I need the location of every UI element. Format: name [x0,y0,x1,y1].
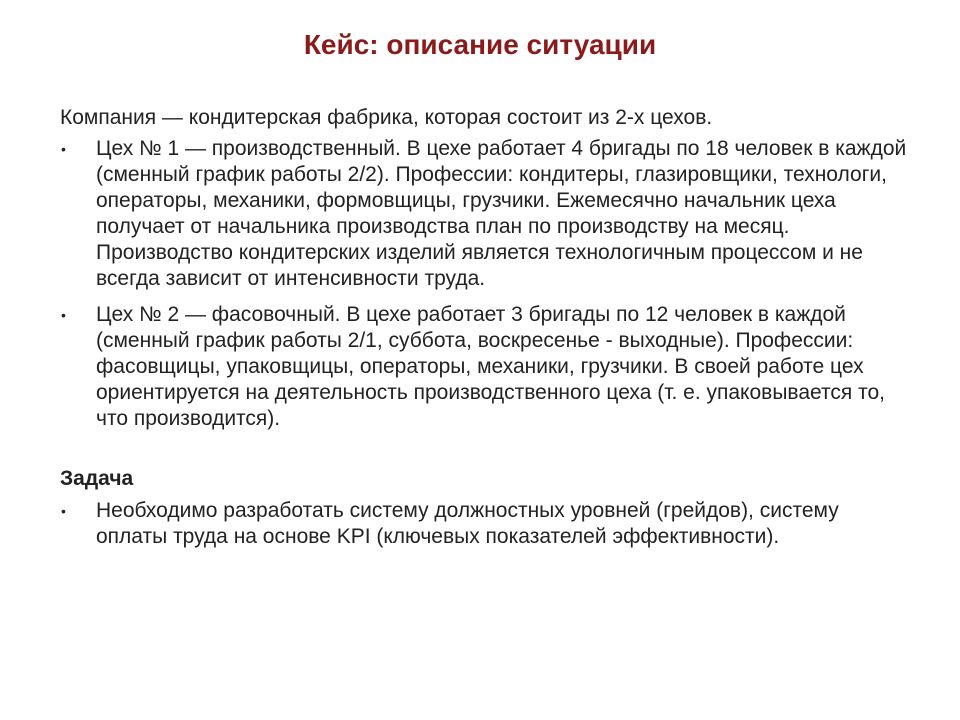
list-item-task-1 [60,498,910,550]
list-item-workshop-1 [60,136,910,292]
task-heading: Задача [60,467,134,490]
bullet-icon: • [61,307,66,323]
task-list [60,498,910,550]
workshop-1-text: Цех № 1 — производственный. В цехе работает 4 бригады по 18 человек в каждой (сменный график работы 2/2). Профессии: кондитеры, глазировщики, технологи, операторы, механики, формовщицы, грузчики. Ежемесячно начальник цеха получает от начальника производства план по производству на месяц. Производство кондитерских изделий является технологичным процессом и не всегда зависит от интенсивности труда. [96,137,907,290]
workshop-list [60,136,910,432]
intro-text: Компания — кондитерская фабрика, которая состоит из 2-х цехов. [60,106,713,129]
slide-body [60,105,910,560]
slide-title: Кейс: описание ситуации [303,29,657,60]
bullet-icon: • [61,503,66,519]
workshop-2-text: Цех № 2 — фасовочный. В цехе работает 3 бригады по 12 человек в каждой (сменный график работы 2/1, суббота, воскресенье - выходные). Профессии: фасовщицы, упаковщицы, операторы, механики, грузчики. В своей работе цех ориентируется на деятельность производственного цеха (т. е. упаковывается то, что производится). [96,303,885,430]
task-1-text: Необходимо разработать систему должностных уровней (грейдов), систему оплаты труда на основе KPI (ключевых показателей эффективности). [96,499,839,548]
bullet-icon: • [61,141,66,157]
list-item-workshop-2 [60,302,910,432]
